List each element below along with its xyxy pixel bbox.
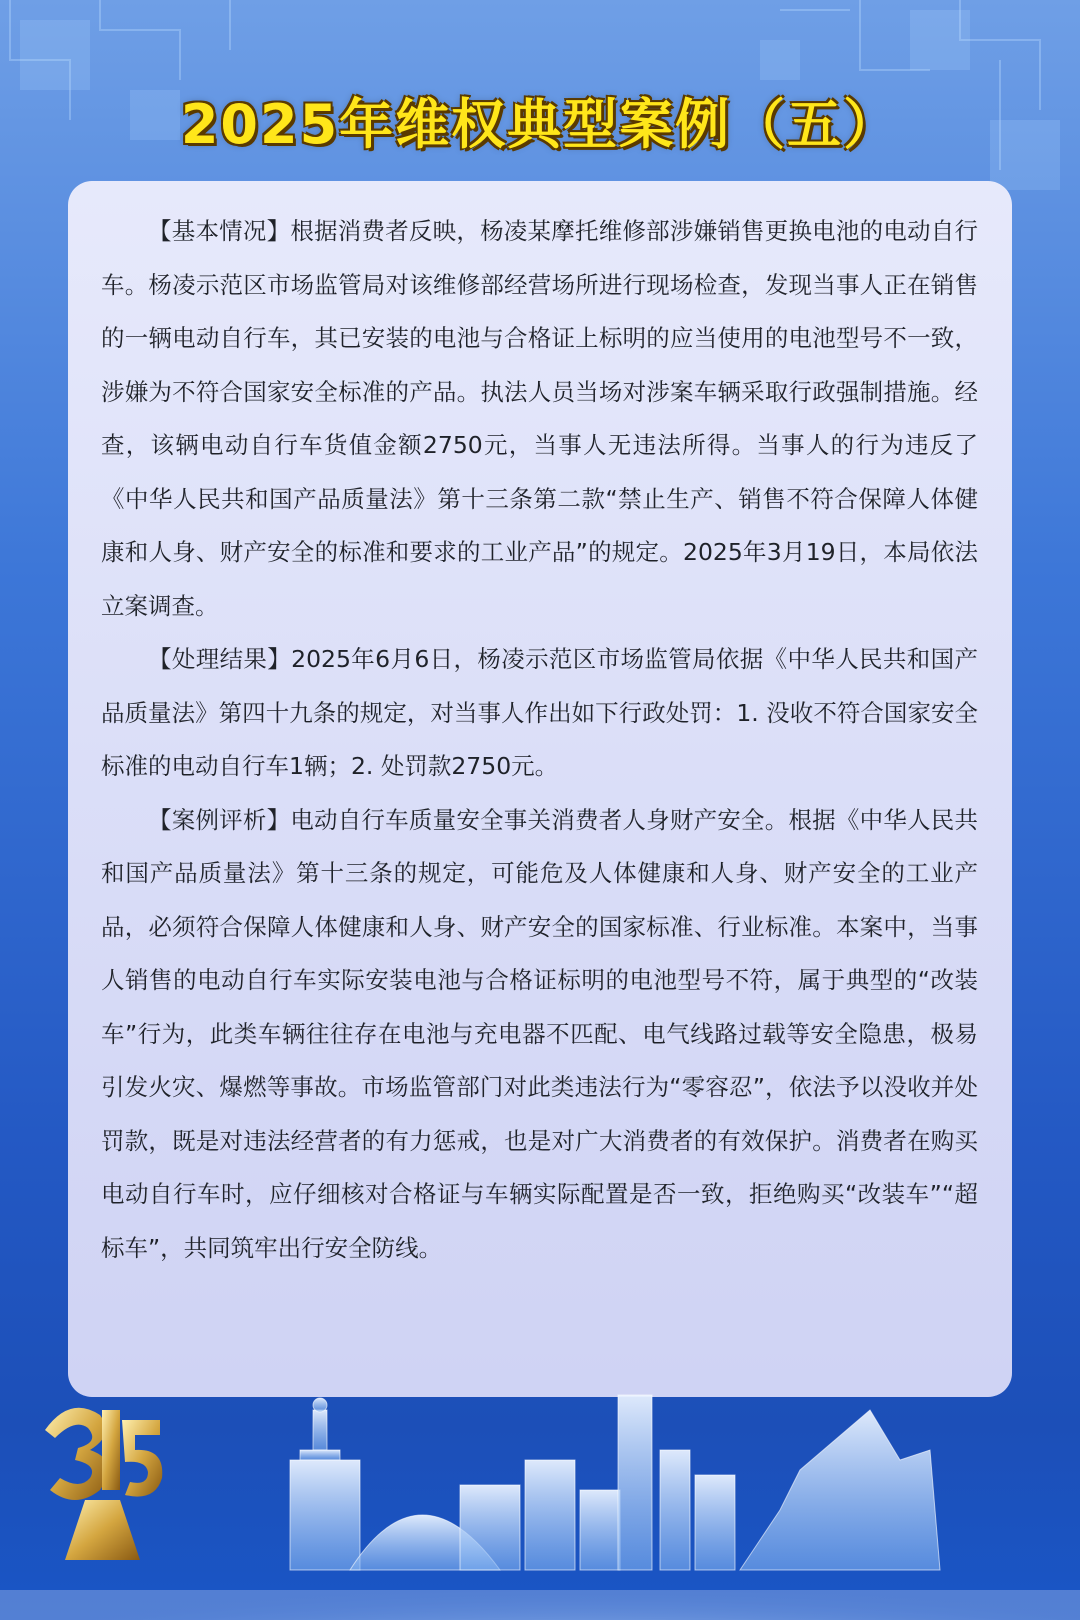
315-logo <box>30 1390 170 1560</box>
paragraph-basic-situation: 【基本情况】根据消费者反映，杨凌某摩托维修部涉嫌销售更换电池的电动自行车。杨凌示范区市场监管局对该维修部经营场所进行现场检查，发现当事人正在销售的一辆电动自行车，其已安装的电池与合格证上标明的应当使用的电池型号不一致，涉嫌为不符合国家安全标准的产品。执法人员当场对涉案车辆采取行政强制措施。经查，该辆电动自行车货值金额2750元，当事人无违法所得。当事人的行为违反了《中华人民共和国产品质量法》第十三条第二款“禁止生产、销售不符合保障人体健康和人身、财产安全的标准和要求的工业产品”的规定。2025年3月19日，本局依法立案调查。 <box>101 217 978 620</box>
paragraph-case-analysis: 【案例评析】电动自行车质量安全事关消费者人身财产安全。根据《中华人民共和国产品质量法》第十三条的规定，可能危及人体健康和人身、财产安全的工业产品，必须符合保障人体健康和人身、财产安全的国家标准、行业标准。本案中，当事人销售的电动自行车实际安装电池与合格证标明的电池型号不符，属于典型的“改装车”行为，此类车辆往往存在电池与充电器不匹配、电气线路过载等安全隐患，极易引发火灾、爆燃等事故。市场监管部门对此类违法行为“零容忍”，依法予以没收并处罚款，既是对违法经营者的有力惩戒，也是对广大消费者的有效保护。消费者在购买电动自行车时，应仔细核对合格证与车辆实际配置是否一致，拒绝购买“改装车”“超标车”，共同筑牢出行安全防线。 <box>101 805 978 1262</box>
case-text-card <box>68 181 1012 1397</box>
paragraph-handling-result: 【处理结果】2025年6月6日，杨凌示范区市场监管局依据《中华人民共和国产品质量法》第四十九条的规定，对当事人作出如下行政处罚：1. 没收不符合国家安全标准的电动自行车1辆；2. 处罚款2750元。 <box>101 645 978 780</box>
page-title: 2025年维权典型案例（五） <box>180 93 900 156</box>
